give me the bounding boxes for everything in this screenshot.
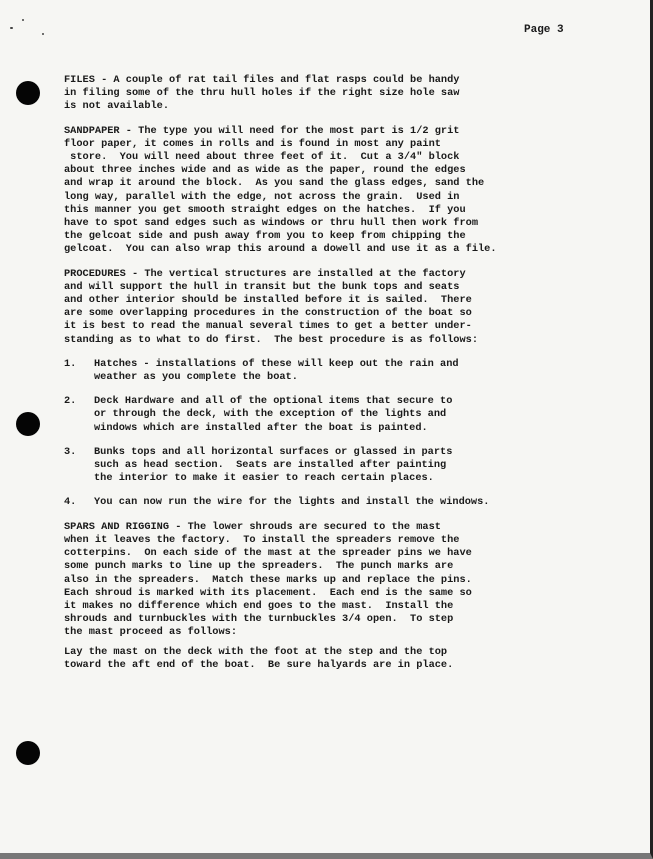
- step-number: 4.: [64, 496, 77, 509]
- mast-step-paragraph: Lay the mast on the deck with the foot at the step and the top toward the aft end of the boat. Be sure halyards are in place.: [64, 645, 454, 671]
- step-text: Deck Hardware and all of the optional items that secure to or through the deck, with the exception of the lights and windows which are installed after the boat is painted.: [94, 395, 453, 434]
- step-number: 3.: [64, 445, 77, 458]
- procedure-step: [64, 496, 614, 509]
- procedure-step: [64, 446, 614, 486]
- spars-rigging-paragraph: SPARS AND RIGGING - The lower shrouds are secured to the mast when it leaves the factory. To install the spreaders remove the cotterpins. On each side of the mast at the spreader pins we have some punch marks to line up the spreaders. The punch marks are also in the spreaders. Match these marks up and replace the pins. Each shroud is marked with its placement. Each end is the same so it makes no difference which end goes to the mast. Install the shrouds and turnbuckles with the turnbuckles 3/4 open. To step the mast proceed as follows:: [64, 520, 472, 639]
- scan-speck: [10, 27, 13, 29]
- procedure-step: [64, 395, 614, 435]
- step-number: 2.: [64, 395, 77, 408]
- files-paragraph: FILES - A couple of rat tail files and flat rasps could be handy in filing some of the thru hull holes if the right size hole saw is not available.: [64, 74, 460, 113]
- document-body: [64, 74, 614, 683]
- scan-speck: [42, 33, 44, 35]
- sandpaper-paragraph: SANDPAPER - The type you will need for the most part is 1/2 grit floor paper, it comes in rolls and is found in most any paint store. You will need about three feet of it. Cut a 3/4" block about three inches wide and as wide as the paper, round the edges and wrap it around the block. As you sand the glass edges, sand the long way, parallel with the edge, not across the grain. Used in this manner you get smooth straight edges on the hatches. If you have to spot sand edges such as windows or thru hull then work from the gelcoat side and push away from you to keep from chipping the gelcoat. You can also wrap this around a dowell and use it as a file.: [64, 124, 497, 256]
- page-number: Page 3: [524, 24, 564, 36]
- procedure-step: [64, 358, 614, 384]
- binder-hole: [16, 741, 40, 765]
- step-text: You can now run the wire for the lights and install the windows.: [94, 496, 490, 509]
- step-text: Bunks tops and all horizontal surfaces or glassed in parts such as head section. Seats are installed after painting the interior to make it easier to reach certain places.: [94, 445, 453, 485]
- step-number: 1.: [64, 357, 77, 370]
- procedures-paragraph: PROCEDURES - The vertical structures are installed at the factory and will support the hull in transit but the bunk tops and seats and other interior should be installed before it is sailed. There are some overlapping procedures in the construction of the boat so it is best to read the manual several times to get a better under- standing as to what to do first. The best procedure is as follows:: [64, 267, 479, 346]
- binder-hole: [16, 81, 40, 105]
- scan-speck: [22, 19, 24, 21]
- binder-hole: [16, 412, 40, 436]
- step-text: Hatches - installations of these will keep out the rain and weather as you complete the boat.: [94, 357, 459, 384]
